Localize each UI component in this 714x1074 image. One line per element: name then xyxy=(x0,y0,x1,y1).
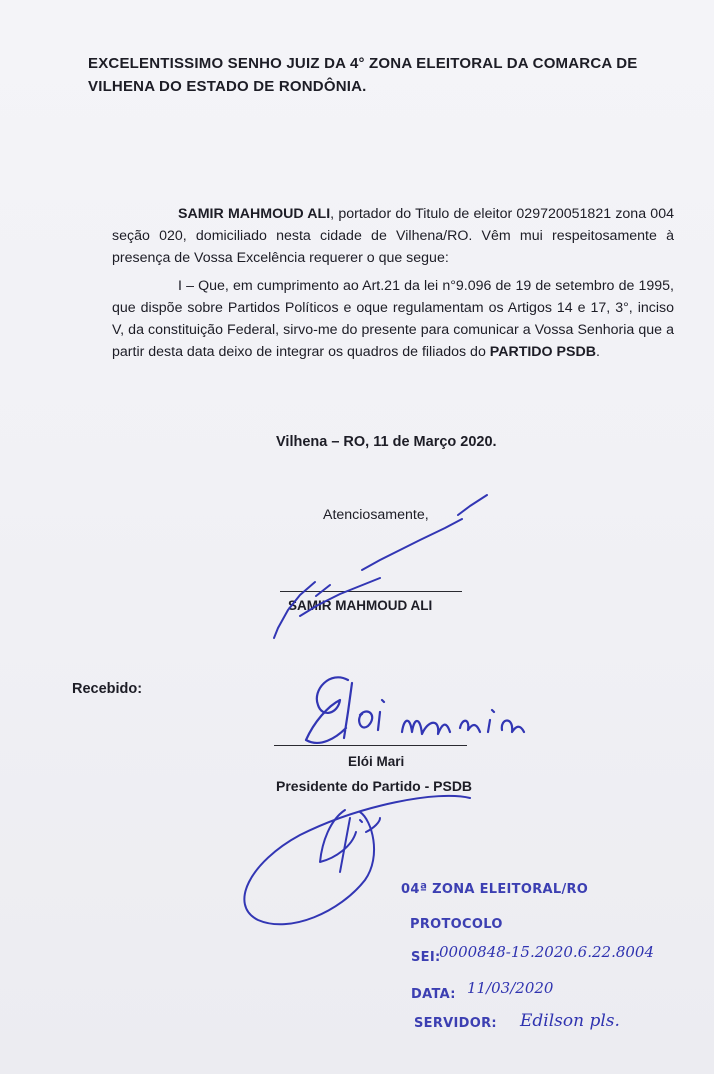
received-label: Recebido: xyxy=(72,681,143,697)
signer-name: SAMIR MAHMOUD ALI xyxy=(288,598,433,613)
eloi-maria-signature xyxy=(306,677,524,743)
request-end: . xyxy=(595,344,600,360)
signature-line-receiver xyxy=(274,745,467,746)
oval-inner-mark xyxy=(320,810,380,872)
stamp-protocol-line: PROTOCOLO xyxy=(410,917,503,932)
oval-signature xyxy=(244,796,470,924)
stamp-servidor-value: Edilson pls. xyxy=(520,1011,620,1031)
stamp-servidor-label: SERVIDOR: xyxy=(414,1016,497,1031)
requester-name: SAMIR MAHMOUD ALI xyxy=(178,206,331,222)
party-name: PARTIDO PSDB xyxy=(489,344,596,360)
signature-line-requester xyxy=(280,591,462,592)
stamp-data-value: 11/03/2020 xyxy=(467,979,554,997)
identification-text: , portador do Titulo de eleitor 029720051821 zona 004 seção 020, domiciliado nesta cidade de Vilhena/RO. Vêm mui respeitosamente à presença de Vossa Excelência requerer o que segue: xyxy=(112,206,674,266)
paragraph-request xyxy=(112,275,674,363)
request-text: I – Que, em cumprimento ao Art.21 da lei n°9.096 de 19 de setembro de 1995, que dispõe sobre Partidos Políticos e oque regulamentam os Artigos 14 e 17, 3°, inciso V, da constituição Federal, sirvo-me do presente para comunicar a Vossa Senhoria que a partir desta data deixo de integrar os quadros de filiados do xyxy=(112,278,674,360)
date-line: Vilhena – RO, 11 de Março 2020. xyxy=(276,434,497,450)
receiver-name: Elói Mari xyxy=(348,754,405,769)
stamp-sei-label: SEI: xyxy=(411,950,441,965)
stamp-data-label: DATA: xyxy=(411,987,456,1002)
paragraph-identification xyxy=(112,203,674,269)
stamp-sei-value: 0000848-15.2020.6.22.8004 xyxy=(439,943,655,961)
document-heading: EXCELENTISSIMO SENHO JUIZ DA 4° ZONA ELEITORAL DA COMARCA DE VILHENA DO ESTADO DE RONDÔNIA. xyxy=(88,55,638,95)
closing-text: Atenciosamente, xyxy=(323,507,429,523)
receiver-role: Presidente do Partido - PSDB xyxy=(276,778,473,794)
stamp-zone-line: 04ª ZONA ELEITORAL/RO xyxy=(401,882,589,897)
